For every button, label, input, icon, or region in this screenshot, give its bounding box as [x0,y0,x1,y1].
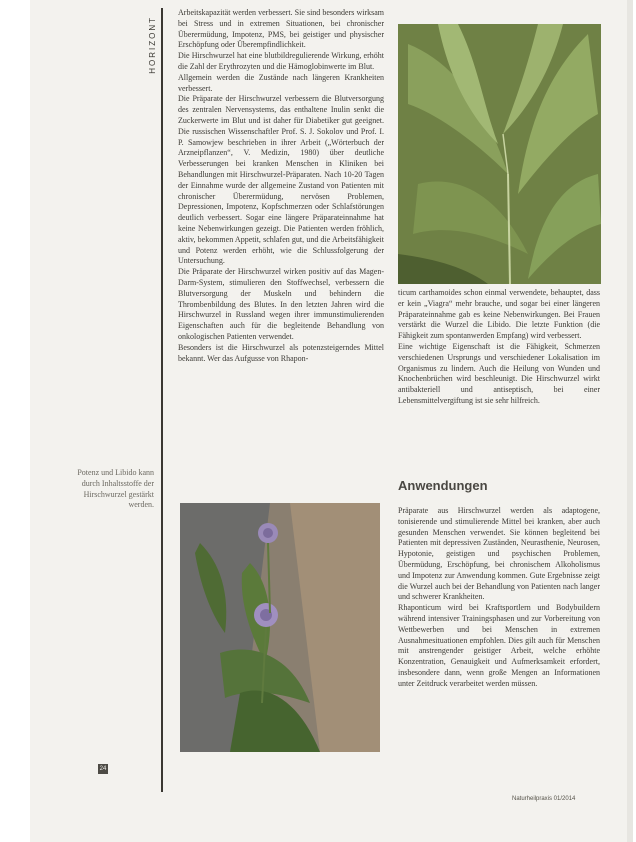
section-label: HORIZONT [148,16,157,74]
page-number: 24 [99,766,107,772]
paragraph: Allgemein werden die Zustände nach längeren Krankheiten verbessert. [178,72,384,93]
flower-photo [180,503,380,752]
paragraph: Rhaponticum wird bei Kraftsportlern und Bodybuildern während intensiver Trainingsphasen und zur Vorbereitung von Wettbewerben und bei Menschen in extremen Ausnahmesituationen empfohlen. Dies gilt auch für Menschen mit anstrengender geistiger Arbeit, welche erhöhte Konzentration, Genauigkeit und Aufmerksamkeit erfordert, insbesondere dann, wenn große Mengen an Informationen unter Zeitdruck verarbeitet werden müssen. [398,603,600,688]
page-footer: Naturheilpraxis 01/2014 [512,796,576,802]
paragraph: ticum carthamoides schon einmal verwendete, behauptet, dass er kein „Viagra“ mehr brauche, und sogar bei einer längeren Präparateinnahme gab es keine Nebenwirkungen. Bei Frauen verstärkt die Wurzel die Libido. Die letzte Funktion (die Fähigkeit zum spontanwerden Empfang) wird verbessert. [398,288,600,341]
text-column-2 [398,288,600,407]
paragraph: Arbeitskapazität werden verbessert. Sie sind besonders wirksam bei Stress und in extremen Situationen, bei chronischer Überermüdung, Impotenz, PMS, bei geistiger und physischer Erschöpfung oder Überempfindlichkeit. [178,8,384,50]
side-note: Potenz und Libido kann durch Inhaltsstoffe der Hirschwurzel gestärkt werden. [77,468,154,510]
text-column-1 [178,8,384,364]
thistle-flower-icon [180,503,380,752]
paragraph: Die Präparate der Hirschwurzel verbessern die Blutversorgung des zentralen Nervensystems, das enthaltene Inulin senkt die Zuckerwerte im Blut und ist daher für Diabetiker gut geeignet. Die russischen Wissenschaftler Prof. S. J. Sokolov und Prof. I. P. Samowjew beschrieben in ihrer Arbeit („Wörterbuch der Arzneipflanzen“, V. Medizin, 1980) über deutliche Verbesserungen bei kranken Menschen in Kliniken bei Behandlungen mit Hirschwurzel-Präparaten. Nach 10-20 Tagen der Einnahme wurde der allgemeine Zustand von Patienten mit chronischer Überermüdung, nervösen Problemen, Depressionen, Impotenz, Kopfschmerzen oder Schlafstörungen deutlich verbessert. Sogar eine längere Präparateinnahme hat keine Nebenwirkungen gezeigt. Die Patienten werden fröhlich, aktiv, bekommen Appetit, schlafen gut, und die Arbeitsfähigkeit und Potenz werden erhöht, wie die Schlussfolgerung der Untersuchung. [178,94,384,266]
text-column-3 [398,506,600,690]
paragraph: Die Hirschwurzel hat eine blutbildregulierende Wirkung, erhöht die Zahl der Erythrozyten und die Hämoglobinwerte im Blut. [178,51,384,71]
leaf-photo [398,24,601,284]
paragraph: Präparate aus Hirschwurzel werden als adaptogene, tonisierende und stimulierende Mittel bei kranken, aber auch gesunden Menschen verwendet. Sie können begleitend bei Patienten mit depressiven Zuständen, Neurasthenie, Neurosen, Hypotonie, geistigen und psychischen Problemen, Übermüdung, Erschöpfung, bei chronischem Alkoholismus und Impotenz zur Anwendung kommen. Gute Ergebnisse zeigt die Wurzel auch bei der Behandlung von Patienten nach langer und schwerer Krankheiten. [398,506,600,602]
page-edge [627,0,633,842]
paragraph: Die Präparate der Hirschwurzel wirken positiv auf das Magen-Darm-System, stimulieren den Stoffwechsel, verbessern die Blutversorgung der Muskeln und behindern die Thrombenbildung des Blutes. In den letzten Jahren wird die Hirschwurzel in Russland wegen ihrer immunstimulierenden Eigenschaften auch für die begleitende Behandlung von onkologischen Patienten verwendet. [178,267,384,341]
leaf-icon [398,24,601,284]
section-heading: Anwendungen [398,478,488,493]
paragraph: Besonders ist die Hirschwurzel als potenzsteigerndes Mittel bekannt. Wer das Aufgusse von Rhapon- [178,342,384,363]
paragraph: Eine wichtige Eigenschaft ist die Fähigkeit, Schmerzen verschiedenen Ursprungs und verschiedener Lokalisation im Organismus zu lindern. Auch die Heilung von Wunden und Knochenbrüchen wird beschleunigt. Die Hirschwurzel wirkt antibakteriell und antiseptisch, bei einer Lebensmittelvergiftung ist sie sehr hilfreich. [398,341,600,405]
margin-rule [161,8,163,792]
